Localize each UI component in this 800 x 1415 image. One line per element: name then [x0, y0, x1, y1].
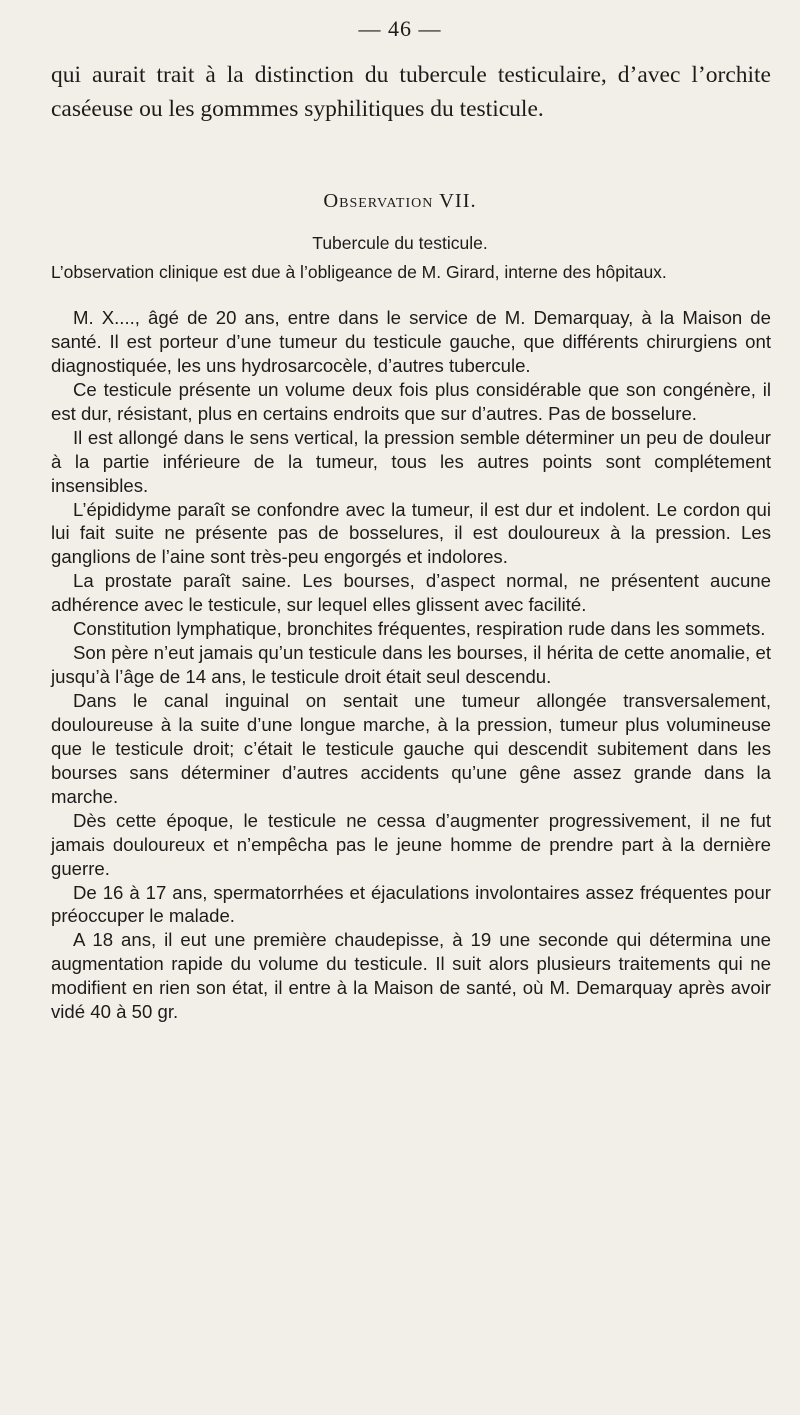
page-number: — 46 —: [358, 16, 442, 41]
body-paragraph: La prostate paraît saine. Les bourses, d’aspect normal, ne présentent aucune adhérence avec le testicule, sur lequel elles glissent avec facilité.: [51, 570, 771, 616]
body-paragraph: Dans le canal inguinal on sentait une tumeur allongée transversalement, douloureuse à la suite d’une longue marche, à la pression, tumeur plus volumineuse que le testicule droit; c’était le testicule gauche qui descendit subitement dans les bourses sans déterminer d’autres accidents qu’une gêne assez grande dans la marche.: [51, 690, 771, 807]
observation-title: Observation VII.: [323, 190, 477, 212]
body-paragraph: Constitution lymphatique, bronchites fréquentes, respiration rude dans les sommets.: [73, 618, 766, 640]
body-paragraph: A 18 ans, il eut une première chaudepisse, à 19 une seconde qui détermina une augmentation rapide du volume du testicule. Il suit alors plusieurs traitements qui ne modifient en rien son état, il entre à la Maison de santé, où M. Demarquay après avoir vidé 40 à 50 gr.: [51, 929, 771, 1023]
body-paragraph: Dès cette époque, le testicule ne cessa d’augmenter progressivement, il ne fut jamais douloureux et n’empêcha pas le jeune homme de prendre part à la dernière guerre.: [51, 809, 771, 879]
intro-paragraph: qui aurait trait à la distinction du tubercule testiculaire, d’avec l’orchite caséeuse ou les gommmes syphilitiques du testicule.: [51, 62, 771, 122]
body-paragraph: L’épididyme paraît se confondre avec la tumeur, il est dur et indolent. Le cordon qui lui fait suite ne présente pas de bosselures, il est douloureux à la pression. Les ganglions de l’aine sont très-peu engorgés et indolores.: [51, 498, 771, 568]
body-paragraph: Il est allongé dans le sens vertical, la pression semble déterminer un peu de douleur à la partie inférieure de la tumeur, tous les autres points sont complétement insensibles.: [51, 426, 771, 496]
body-paragraph: M. X...., âgé de 20 ans, entre dans le service de M. Demarquay, à la Maison de santé. Il est porteur d’une tumeur du testicule gauche, que différents chirurgiens ont diagnostiquée, les uns hydrosarcocèle, d’autres tubercule.: [51, 307, 771, 376]
body-paragraph: Son père n’eut jamais qu’un testicule dans les bourses, il hérita de cette anomalie, et jusqu’à l’âge de 14 ans, le testicule droit était seul descendu.: [51, 642, 771, 688]
observation-attribution: L’observation clinique est due à l’obligeance de M. Girard, interne des hôpitaux.: [51, 262, 667, 282]
body-paragraph: De 16 à 17 ans, spermatorrhées et éjaculations involontaires assez fréquentes pour préoccuper le malade.: [51, 881, 771, 927]
observation-body: [51, 306, 771, 1024]
body-paragraph: Ce testicule présente un volume deux fois plus considérable que son congénère, il est dur, résistant, plus en certains endroits que sur d’autres. Pas de bosselure.: [51, 378, 771, 424]
observation-subtitle: Tubercule du testicule.: [312, 233, 488, 253]
